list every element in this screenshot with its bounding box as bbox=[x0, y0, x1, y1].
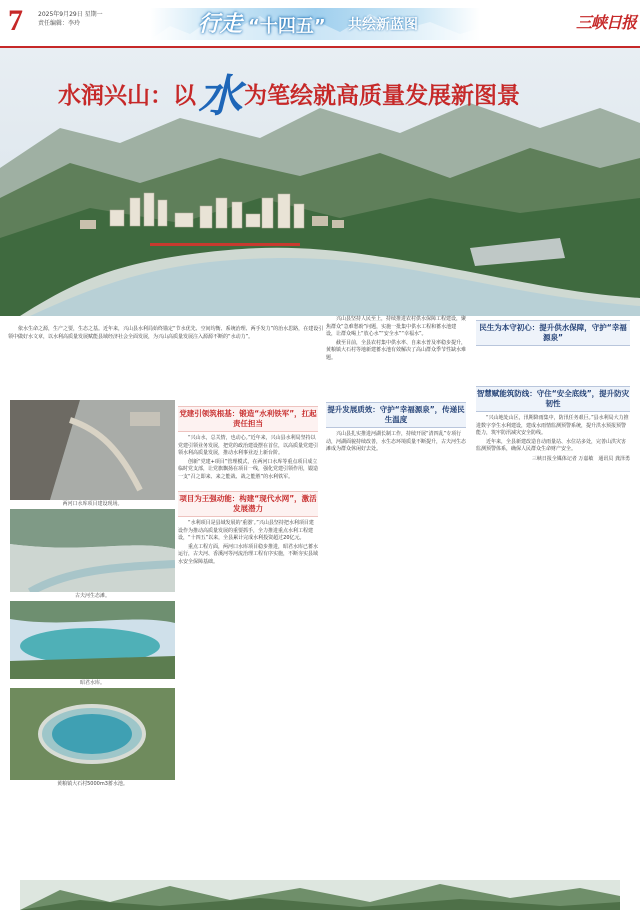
lead-paragraph: 依水生命之源，生产之要，生态之基。近年来，兴山县水利局始终锚定“节水优先、空间均衡、系统治理、两手发力”的治水思路，在建设引领中做好水文章，以水利高质量发展赋能县域经济社会全面发展，为兴山高质量发展注入源源不断的“水动力”。 bbox=[8, 326, 324, 340]
section-2-paragraph-2: 重点工程方面，两河口水库项目稳步推进，昭君水库已蓄水运行，古夫河、香溪河等河流治理工程有序实施，不断夯实县域水安全保障基础。 bbox=[178, 543, 319, 565]
mountain-strip-illustration bbox=[20, 880, 620, 910]
section-1-heading: 党建引领筑根基：锻造“水利铁军”，扛起责任担当 bbox=[178, 406, 318, 432]
bottom-landscape-strip bbox=[20, 880, 620, 910]
zhaojun-reservoir-photo bbox=[10, 601, 175, 679]
section-5-heading: 智慧赋能筑防线：守住“安全底线”，提升防灾韧性 bbox=[476, 386, 630, 412]
photo-caption-1: 两河口水库项目建设现场。 bbox=[62, 501, 123, 507]
banner-script-text: 行走 bbox=[198, 11, 243, 37]
article-column-3 bbox=[326, 316, 466, 455]
banner-quote-text: “十四五” bbox=[248, 16, 326, 37]
photo-column bbox=[10, 400, 175, 789]
section-1-paragraph-2: 创新“党建+项目”管理模式，在两河口水库等重点项目成立临时党支部，让党旗飘扬在项目一线，强化党建引领作用，锻造一支“召之即来、来之能战、战之能胜”的水利铁军。 bbox=[178, 458, 319, 480]
article-column-2 bbox=[178, 402, 318, 567]
photo-caption-3: 昭君水库。 bbox=[79, 680, 105, 686]
page-number: 7 bbox=[8, 4, 23, 37]
issue-weekday: 星期一 bbox=[84, 11, 103, 18]
issue-date: 2025年9月29日 bbox=[38, 11, 83, 18]
newspaper-logo: 三峡日报 bbox=[576, 13, 637, 32]
section-2-paragraph-1: “水利项目是县域发展的‘重器’。”兴山县坚持把水利项目建设作为推动高质量发展的重要抓手，全力推进重点水利工程建设，“十四五”以来，全县累计完成水利投资超过20亿元。 bbox=[178, 520, 314, 541]
editor-line: 责任编辑：李玲 bbox=[38, 20, 81, 27]
section-3-paragraph-2: 截至目前，全县农村集中供水率、自来水普及率稳步提升，黄粮镇大石村等地新建蓄水池有效解决了高山群众季节性缺水难题。 bbox=[326, 339, 467, 361]
section-5-paragraph-1: “兴山地处山区，汛期降雨集中，防汛任务艰巨。”县水利局大力推进数字孪生水利建设，建成水雨情监测预警系统，提升洪水预报预警能力，筑牢防汛减灾安全防线。 bbox=[476, 415, 629, 436]
issue-meta bbox=[38, 10, 103, 28]
hero-photo bbox=[0, 48, 640, 316]
section-3-paragraph-1: 兴山县坚持人民至上，持续推进农村供水保障工程建设，聚焦群众“急难愁盼”问题，实施一批集中供水工程和蓄水池建设，让群众喝上“放心水”“安全水”“幸福水”。 bbox=[326, 316, 467, 337]
section-5-paragraph-2: 近年来，全县新建改造自动雨量站、水位站多处，完善山洪灾害监测预警体系，确保人民群众生命财产安全。 bbox=[476, 438, 627, 452]
river-beach-illustration bbox=[10, 509, 175, 592]
section-4-heading: 提升发展质效：守护“幸福源泉”，传递民生温度 bbox=[326, 402, 466, 428]
section-2-heading: 项目为王强动能：构建“现代水网”，激活发展潜力 bbox=[178, 491, 318, 517]
reservoir-construction-photo bbox=[10, 400, 175, 500]
photo-caption-4: 黄粮镇大石村5000m3蓄水池。 bbox=[57, 781, 128, 787]
construction-site-illustration bbox=[10, 400, 175, 500]
headline bbox=[58, 60, 520, 124]
headline-part-2: 为笔绘就高质量发展新图景 bbox=[244, 83, 520, 109]
water-tank-photo bbox=[10, 688, 175, 780]
water-tank-illustration bbox=[10, 688, 175, 780]
section-3-heading: 民生为本守初心：提升供水保障，守护“幸福源泉” bbox=[476, 320, 630, 346]
banner-subtitle: 共绘新蓝图 bbox=[348, 17, 418, 33]
headline-part-1: 水润兴山：以 bbox=[58, 83, 196, 109]
reporter-credit: 三峡日报全媒体记者 万嘉敏 通讯员 龚泽勇 bbox=[531, 455, 630, 462]
section-1-paragraph-1: “兴山水，总关情，也动心。”近年来，兴山县水利局坚持以党建引领业务发展，把党的政治建设摆在首位，以高质量党建引领水利高质量发展，推动水利事业迈上新台阶。 bbox=[178, 435, 319, 456]
headline-big-character: 水 bbox=[198, 71, 242, 122]
article-column-4 bbox=[476, 316, 630, 463]
river-beach-photo bbox=[10, 509, 175, 592]
photo-caption-2: 古夫河生态滩。 bbox=[74, 593, 110, 599]
page-header bbox=[0, 0, 640, 48]
reservoir-illustration bbox=[10, 601, 175, 679]
section-4-paragraph-1: 兴山县扎实推进河湖长制工作，持续开展“清四乱”专项行动，河湖面貌持续改善，水生态环境质量不断提升，古夫河生态滩成为群众休闲好去处。 bbox=[326, 431, 467, 452]
